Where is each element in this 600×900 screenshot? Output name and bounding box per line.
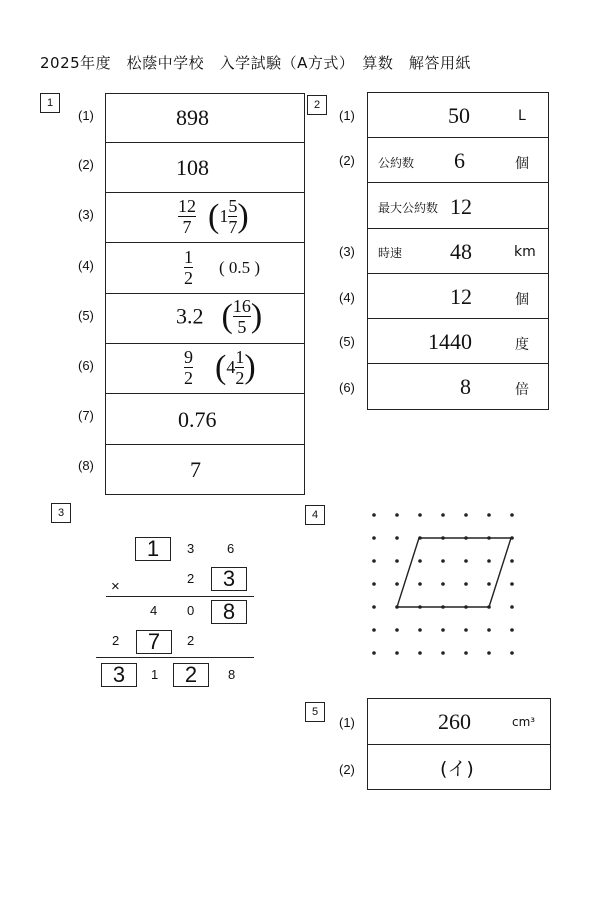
answer-value: 6 <box>454 148 465 173</box>
answer-value: 3.2 <box>176 303 204 329</box>
dot-grid-figure <box>360 505 530 670</box>
answer-cell-2-2b <box>368 183 548 229</box>
grid-dots <box>372 513 514 655</box>
mixed-whole: 4 <box>226 357 236 377</box>
digit-box: 1 <box>135 537 171 561</box>
answer-value: 12 <box>450 284 472 309</box>
part-label: (6) <box>339 380 355 395</box>
grid-dot <box>441 559 445 563</box>
answer-cell-1-3: $\frac{12}{7}$ (1 $\frac{5}{7}$ ) <box>106 193 304 243</box>
grid-dot <box>372 605 376 609</box>
part-label: (5) <box>339 334 355 349</box>
answer-value: 108 <box>176 155 209 180</box>
unit-label: 度 <box>515 337 529 353</box>
part-label: (2) <box>339 762 355 777</box>
grid-dot <box>510 559 514 563</box>
grid-dot <box>395 582 399 586</box>
question-number-3: 3 <box>51 503 71 523</box>
parallelogram-shape <box>397 538 511 607</box>
grid-dot <box>464 582 468 586</box>
answer-grid-5 <box>367 698 551 790</box>
grid-dot <box>395 651 399 655</box>
numerator: 16 <box>232 296 251 316</box>
answer-value: 50 <box>448 103 470 128</box>
unit-label: L <box>518 108 526 124</box>
denominator: 2 <box>184 368 193 388</box>
grid-dot <box>510 582 514 586</box>
part-label: (7) <box>78 408 94 423</box>
answer-cell-2-6 <box>368 364 548 409</box>
answer-cell-2-3 <box>368 229 548 274</box>
part-label: (3) <box>339 244 355 259</box>
answer-value: 898 <box>176 105 209 130</box>
answer-value: 7 <box>190 457 201 482</box>
part-label: (1) <box>339 715 355 730</box>
grid-dot <box>418 559 422 563</box>
answer-cell-2-5 <box>368 319 548 364</box>
part-label: (1) <box>78 108 94 123</box>
multiply-sign: × <box>111 578 120 595</box>
digit-box: 2 <box>173 663 209 687</box>
grid-dot <box>418 651 422 655</box>
answer-cell-5-2 <box>368 745 550 789</box>
grid-dot <box>487 651 491 655</box>
answer-cell-1-4 <box>106 243 304 294</box>
unit-label: 個 <box>515 292 529 308</box>
rule-line <box>106 596 254 597</box>
answer-value: 8 <box>460 374 471 399</box>
part-label: (4) <box>339 290 355 305</box>
grid-dot <box>372 536 376 540</box>
unit-label: km <box>514 244 536 260</box>
row-label: 時速 <box>378 246 403 260</box>
grid-dot <box>441 513 445 517</box>
grid-dot <box>372 651 376 655</box>
unit-label: cm³ <box>512 715 536 729</box>
grid-dot <box>464 628 468 632</box>
grid-dot <box>372 628 376 632</box>
answer-cell-1-7 <box>106 394 304 445</box>
unit-label: 個 <box>515 156 529 172</box>
grid-dot <box>395 628 399 632</box>
row-label: 最大公約数 <box>378 201 439 215</box>
fraction <box>228 196 237 237</box>
answer-cell-1-2 <box>106 143 304 193</box>
grid-dot <box>441 651 445 655</box>
digit: 2 <box>112 633 120 648</box>
grid-dot <box>464 513 468 517</box>
grid-dot <box>418 513 422 517</box>
part-label: (5) <box>78 308 94 323</box>
question-number-5: 5 <box>305 702 325 722</box>
grid-dot <box>418 582 422 586</box>
question-number-4: 4 <box>305 505 325 525</box>
digit-box: 7 <box>136 630 172 654</box>
grid-dot <box>487 559 491 563</box>
numerator: 5 <box>228 196 238 216</box>
unit-label: 倍 <box>515 382 529 398</box>
digit: 2 <box>187 571 195 586</box>
answer-cell-5-1 <box>368 699 550 745</box>
decimal-equivalent: ( 0.5 ) <box>219 257 261 277</box>
digit: 2 <box>187 633 195 648</box>
page-title: 2025年度 松蔭中学校 入学試験（A方式） 算数 解答用紙 <box>40 54 471 72</box>
answer-value: 260 <box>438 709 471 734</box>
fraction <box>178 196 196 237</box>
fraction <box>235 347 244 388</box>
part-label: (6) <box>78 358 94 373</box>
grid-dot <box>372 513 376 517</box>
answer-cell-1-6: $\frac{9}{2}$ (4 $\frac{1}{2}$ ) <box>106 344 304 394</box>
part-label: (4) <box>78 258 94 273</box>
answer-cell-1-1 <box>106 94 304 143</box>
part-label: (8) <box>78 458 94 473</box>
answer-cell-2-4 <box>368 274 548 319</box>
digit: 0 <box>187 603 195 618</box>
denominator: 2 <box>235 368 245 388</box>
answer-value: 48 <box>450 239 472 264</box>
denominator: 5 <box>237 317 247 337</box>
digit-box: 8 <box>211 600 247 624</box>
grid-dot <box>395 513 399 517</box>
digit: 8 <box>228 667 236 682</box>
grid-dot <box>487 582 491 586</box>
part-label: (3) <box>78 207 94 222</box>
answer-value: 12 <box>450 194 472 219</box>
question-number-1: 1 <box>40 93 60 113</box>
denominator: 7 <box>182 217 192 237</box>
digit: 3 <box>187 541 195 556</box>
part-label: (2) <box>339 153 355 168</box>
question-number-2: 2 <box>307 95 327 115</box>
grid-dot <box>441 582 445 586</box>
grid-dot <box>372 559 376 563</box>
numerator: 1 <box>235 347 245 367</box>
digit: 1 <box>151 667 159 682</box>
digit: 6 <box>227 541 235 556</box>
grid-dot <box>464 651 468 655</box>
grid-dot <box>395 559 399 563</box>
answer-grid-1 <box>105 93 305 495</box>
answer-cell-1-5: 3.2 ( $\frac{16}{5}$ ) <box>106 294 304 344</box>
grid-dot <box>510 513 514 517</box>
answer-value: (イ) <box>440 758 474 780</box>
grid-dot <box>487 513 491 517</box>
answer-value: 0.76 <box>178 407 217 432</box>
fraction <box>184 247 193 288</box>
part-label: (1) <box>339 108 355 123</box>
grid-dot <box>441 628 445 632</box>
grid-dot <box>487 628 491 632</box>
numerator: 12 <box>178 196 196 216</box>
answer-value: 1440 <box>428 329 472 354</box>
numerator: 1 <box>184 247 193 267</box>
grid-dot <box>510 605 514 609</box>
part-label: (2) <box>78 157 94 172</box>
grid-dot <box>418 628 422 632</box>
grid-dot <box>510 628 514 632</box>
denominator: 7 <box>228 217 238 237</box>
mixed-whole: 1 <box>219 206 229 226</box>
grid-dot <box>464 559 468 563</box>
rule-line <box>96 657 254 658</box>
grid-dot <box>510 651 514 655</box>
digit-box: 3 <box>101 663 137 687</box>
fraction <box>233 296 251 337</box>
grid-dot <box>372 582 376 586</box>
row-label: 公約数 <box>378 156 415 170</box>
denominator: 2 <box>184 268 193 288</box>
answer-cell-2-2a <box>368 138 548 183</box>
answer-grid-2 <box>367 92 549 410</box>
grid-dot <box>395 536 399 540</box>
fraction <box>184 347 193 388</box>
digit-box: 3 <box>211 567 247 591</box>
digit: 4 <box>150 603 158 618</box>
answer-cell-2-1 <box>368 93 548 138</box>
answer-cell-1-8 <box>106 445 304 494</box>
numerator: 9 <box>184 347 193 367</box>
